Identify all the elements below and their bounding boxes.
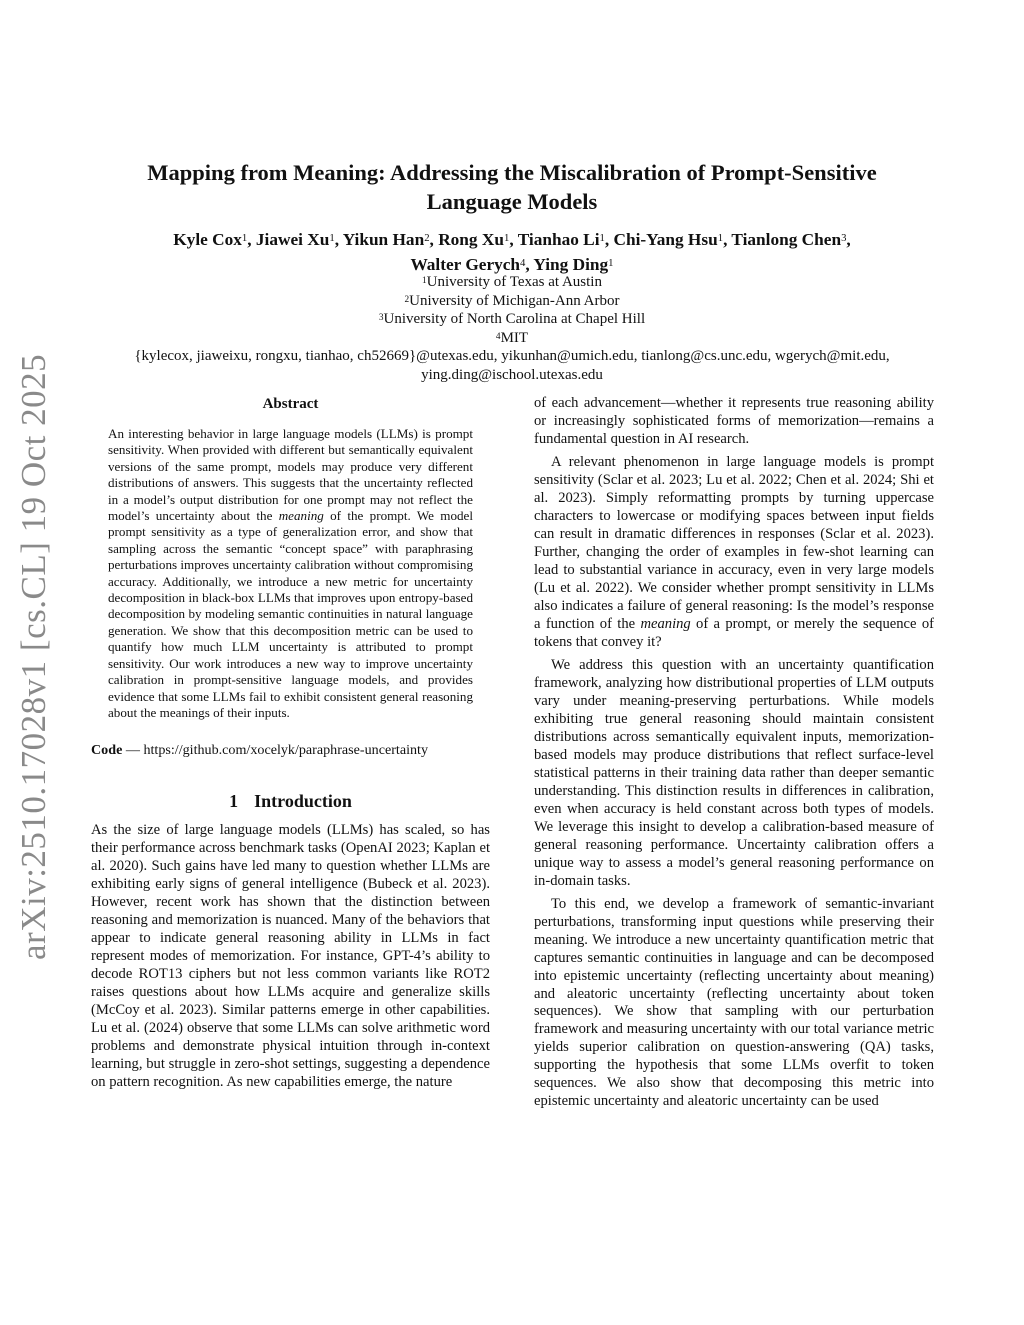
right-column xyxy=(534,395,934,1111)
title-line-1: Mapping from Meaning: Addressing the Miscalibration of Prompt-Sensitive xyxy=(147,160,877,185)
author: Rong Xu$^1$ xyxy=(438,230,510,249)
intro-paragraph-4: To this end, we develop a framework of semantic-invariant perturbations, transforming input questions while preserving their meaning. We introduce a new uncertainty quantification metric that captures semantic continuities in language and can be decomposed into epistemic uncertainty (reflecting uncertainty about meaning) and aleatoric uncertainty (reflecting uncertainty about token sequences). We show that sampling with our perturbation framework and measuring uncertainty with our total variance metric yields superior calibration on question-answering (QA) tasks, supporting the hypothesis that some LLMs overfit to token sequences. We also show that decomposing this metric into epistemic uncertainty and aleatoric uncertainty can be used xyxy=(534,895,934,1110)
author: Chi-Yang Hsu$^1$ xyxy=(613,230,724,249)
code-link-line: Code — https://github.com/xocelyk/paraphrase-uncertainty xyxy=(91,742,429,759)
author: Ying Ding$^1$ xyxy=(533,255,614,274)
affiliation-block xyxy=(80,273,944,384)
code-url-link[interactable]: https://github.com/xocelyk/paraphrase-uncertainty xyxy=(143,742,429,759)
affiliation: $^1$University of Texas at Austin xyxy=(422,274,602,290)
arxiv-identifier: arXiv:2510.17028v1 [cs.CL] 19 Oct 2025 xyxy=(14,353,53,960)
intro-paragraph-2: A relevant phenomenon in large language models is prompt sensitivity (Sclar et al. 2023; Lu et al. 2022; Chen et al. 2024; Shi et al. 2023). Simply reformatting prompts by turning uppercase characters to lowercase or modifying spaces between input fields can result in dramatic differences in responses (Sclar et al. 2023). Further, changing the order of examples in few-shot learning can lead to substantial variance in accuracy, even in very large models (Lu et al. 2022). We consider whether prompt sensitivity in LLMs also indicates a failure of general reasoning: Is the model’s response a function of the meaning of a prompt, or merely the sequence of tokens that convey it? xyxy=(534,453,934,650)
email-line-2: ying.ding@ischool.utexas.edu xyxy=(421,366,603,383)
author: Kyle Cox$^1$ xyxy=(173,230,248,249)
intro-paragraph-1-continued: of each advancement—whether it represents true reasoning ability or increasingly sophisticated forms of memorization—remains a fundamental question in AI research. xyxy=(534,395,934,447)
author: Jiawei Xu$^1$ xyxy=(255,230,335,249)
intro-paragraph-3: We address this question with an uncertainty quantification framework, analyzing how distributional properties of LLM outputs vary under meaning-preserving perturbations. While models exhibiting true general reasoning should maintain consistent distributions across semantically equivalent inputs, memorization-based models may produce distributions that reflect surface-level statistical patterns in their training data rather than deeper semantic understanding. This distinction results in differences in calibration, even when accuracy is held constant across both types of models. We leverage this insight to develop a calibration-based measure of general reasoning performance. Uncertainty calibration offers a unique way to assess a model’s general reasoning performance on in-domain tasks. xyxy=(534,656,934,889)
intro-paragraph-1: As the size of large language models (LLMs) has scaled, so has their performance across benchmark tasks (OpenAI 2023; Kaplan et al. 2020). Such gains have led many to question whether LLMs are exhibiting early signs of general intelligence (Bubeck et al. 2023). However, recent work has shown that the distinction between reasoning and memorization is nuanced. Many of the behaviors that appear to indicate general reasoning ability in LLMs in fact represent modes of memorization. For instance, GPT-4’s ability to decode ROT13 ciphers but not less common variants like ROT2 raises questions about how LLMs acquire and generalize skills (McCoy et al. 2023). Similar patterns emerge in other capabilities. Lu et al. (2024) observe that some LLMs can solve arithmetic word problems and demonstrate physical intuition through in-context learning, but struggle in zero-shot settings, suggesting a dependence on pattern recognition. As new capabilities emerge, the nature xyxy=(91,822,490,1091)
title-line-2: Language Models xyxy=(426,189,598,214)
author-line-2: Walter Gerych$^4$, Ying Ding$^1$ xyxy=(410,255,614,274)
author: Tianhao Li$^1$ xyxy=(517,230,605,249)
affiliation: $^3$University of North Carolina at Chapel Hill xyxy=(378,311,646,327)
author: Walter Gerych$^4$ xyxy=(410,255,526,274)
author-line-1: Kyle Cox$^1$, Jiawei Xu$^1$, Yikun Han$^2$, Rong Xu$^1$, Tianhao Li$^1$, Chi-Yang Hsu$^1$, Tianlong Chen$^3$, xyxy=(173,230,851,249)
affiliation: $^4$MIT xyxy=(495,329,529,346)
affiliation: $^2$University of Michigan-Ann Arbor xyxy=(404,292,620,309)
abstract-heading: Abstract xyxy=(262,396,319,412)
code-label: Code xyxy=(91,742,123,759)
left-column xyxy=(91,395,490,1092)
author: Tianlong Chen$^3$ xyxy=(731,230,847,249)
section-heading-introduction: 1 Introduction xyxy=(229,791,352,812)
email-line-1: {kylecox, jiaweixu, rongxu, tianhao, ch52669}@utexas.edu, yikunhan@umich.edu, tianlong@cs.unc.edu, wgerych@mit.edu, xyxy=(134,348,890,364)
paper-title xyxy=(100,158,924,216)
author-list xyxy=(95,227,929,277)
abstract-text: An interesting behavior in large language models (LLMs) is prompt sensitivity. When provided with different but semantically equivalent versions of the same prompt, models may produce very different distributions of answers. This suggests that the uncertainty reflected in a model’s output distribution for one prompt may not reflect the model’s uncertainty about the meaning of the prompt. We model prompt sensitivity as a type of generalization error, and show that sampling across the semantic “concept space” with paraphrasing perturbations improves uncertainty calibration without compromising accuracy. Additionally, we introduce a new metric for uncertainty decomposition in black-box LLMs that improves upon entropy-based decomposition by modeling semantic continuities in natural language generation. We show that this decomposition metric can be used to quantify how much LLM uncertainty is attributed to prompt sensitivity. Our work introduces a new way to improve uncertainty calibration in prompt-sensitive language models, and provides evidence that some LLMs fail to exhibit consistent general reasoning about the meanings of their inputs. xyxy=(108,426,474,720)
author: Yikun Han$^2$ xyxy=(342,230,430,249)
